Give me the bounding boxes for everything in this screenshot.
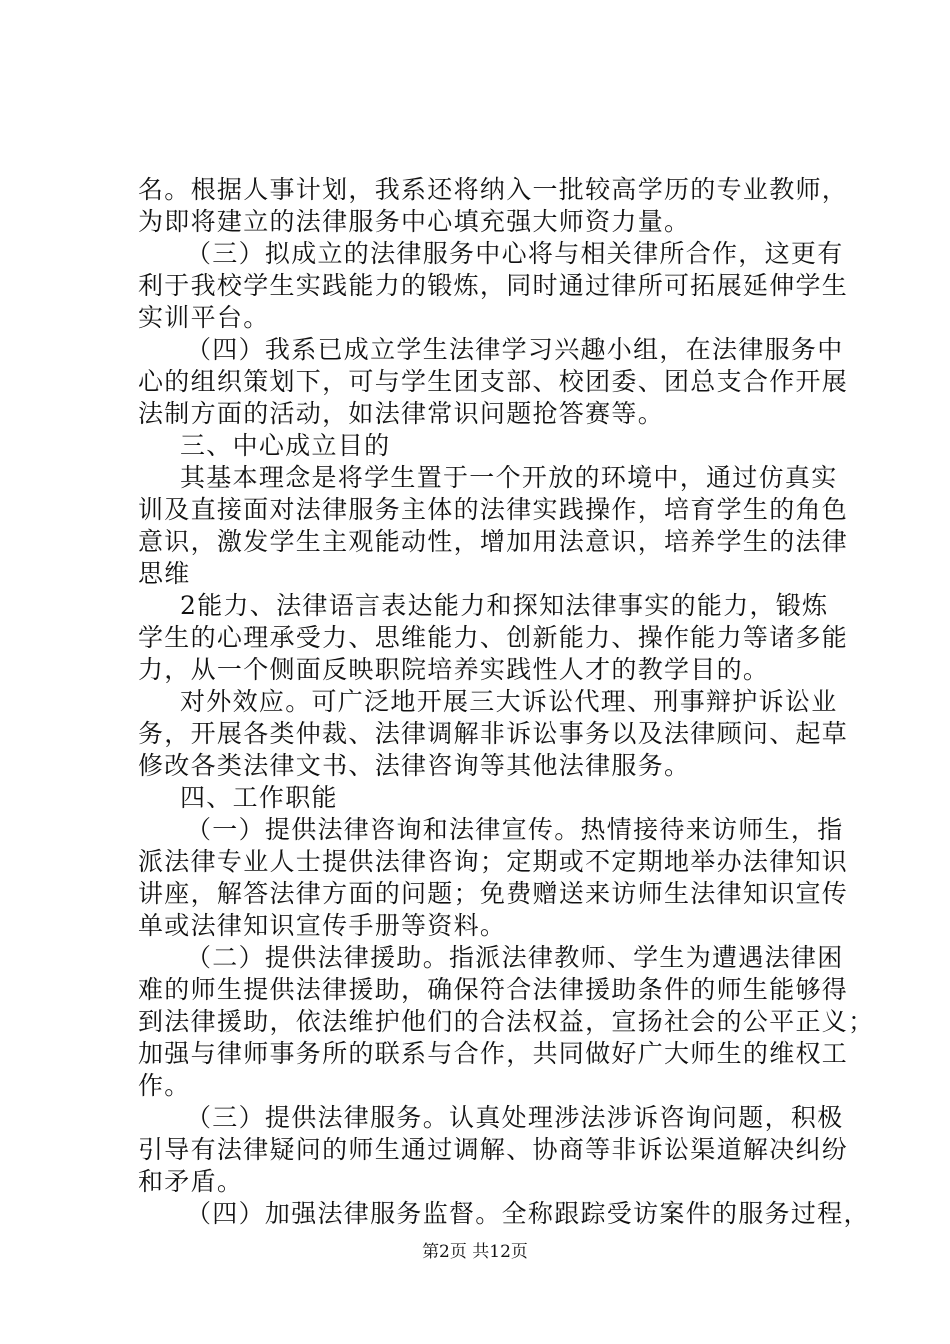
text-line: 讲座，解答法律方面的问题；免费赠送来访师生法律知识宣传: [138, 879, 849, 908]
text-line: （四）加强法律服务监督。全称跟踪受访案件的服务过程，: [186, 1199, 870, 1228]
text-line: 到法律援助，依法维护他们的合法权益，宣扬社会的公平正义；: [138, 1007, 875, 1036]
text-line: 对外效应。可广泛地开展三大诉讼代理、刑事辩护诉讼业: [180, 687, 838, 716]
text-line: （四）我系已成立学生法律学习兴趣小组，在法律服务中: [186, 335, 844, 364]
text-line: 单或法律知识宣传手册等资料。: [138, 911, 507, 940]
text-line: 学生的心理承受力、思维能力、创新能力、操作能力等诸多能: [138, 623, 849, 652]
text-line: 引导有法律疑问的师生通过调解、协商等非诉讼渠道解决纠纷: [138, 1135, 849, 1164]
text-line: （三）提供法律服务。认真处理涉法涉诉咨询问题，积极: [186, 1103, 844, 1132]
text-line: 作。: [138, 1071, 191, 1100]
text-line: 名。根据人事计划，我系还将纳入一批较高学历的专业教师，: [138, 175, 849, 204]
text-line: （二）提供法律援助。指派法律教师、学生为遭遇法律困: [186, 943, 844, 972]
text-line: 心的组织策划下，可与学生团支部、校团委、团总支合作开展: [138, 367, 849, 396]
text-line: 派法律专业人士提供法律咨询；定期或不定期地举办法律知识: [138, 847, 849, 876]
text-line: 思维: [138, 559, 191, 588]
text-line: 务，开展各类仲裁、法律调解非诉讼事务以及法律顾问、起草: [138, 719, 849, 748]
text-line: 实训平台。: [138, 303, 270, 332]
text-line: 意识，激发学生主观能动性，增加用法意识，培养学生的法律: [138, 527, 849, 556]
page-number-footer: 第2页 共12页: [422, 1242, 528, 1262]
text-line: 力，从一个侧面反映职院培养实践性人才的教学目的。: [138, 655, 770, 684]
text-line: 2能力、法律语言表达能力和探知法律事实的能力，锻炼: [180, 591, 829, 620]
text-line: 为即将建立的法律服务中心填充强大师资力量。: [138, 207, 691, 236]
text-line: 和矛盾。: [138, 1167, 244, 1196]
text-line: 法制方面的活动，如法律常识问题抢答赛等。: [138, 399, 665, 428]
section-heading: 四、工作职能: [180, 783, 338, 812]
text-line: 修改各类法律文书、法律咨询等其他法律服务。: [138, 751, 691, 780]
text-line: 训及直接面对法律服务主体的法律实践操作，培育学生的角色: [138, 495, 849, 524]
text-line: （一）提供法律咨询和法律宣传。热情接待来访师生，指: [186, 815, 844, 844]
text-line: 其基本理念是将学生置于一个开放的环境中，通过仿真实: [180, 463, 838, 492]
section-heading: 三、中心成立目的: [180, 431, 391, 460]
text-line: 难的师生提供法律援助，确保符合法律援助条件的师生能够得: [138, 975, 849, 1004]
text-line: 加强与律师事务所的联系与合作，共同做好广大师生的维权工: [138, 1039, 849, 1068]
text-line: 利于我校学生实践能力的锻炼，同时通过律所可拓展延伸学生: [138, 271, 849, 300]
text-line: （三）拟成立的法律服务中心将与相关律所合作，这更有: [186, 239, 844, 268]
